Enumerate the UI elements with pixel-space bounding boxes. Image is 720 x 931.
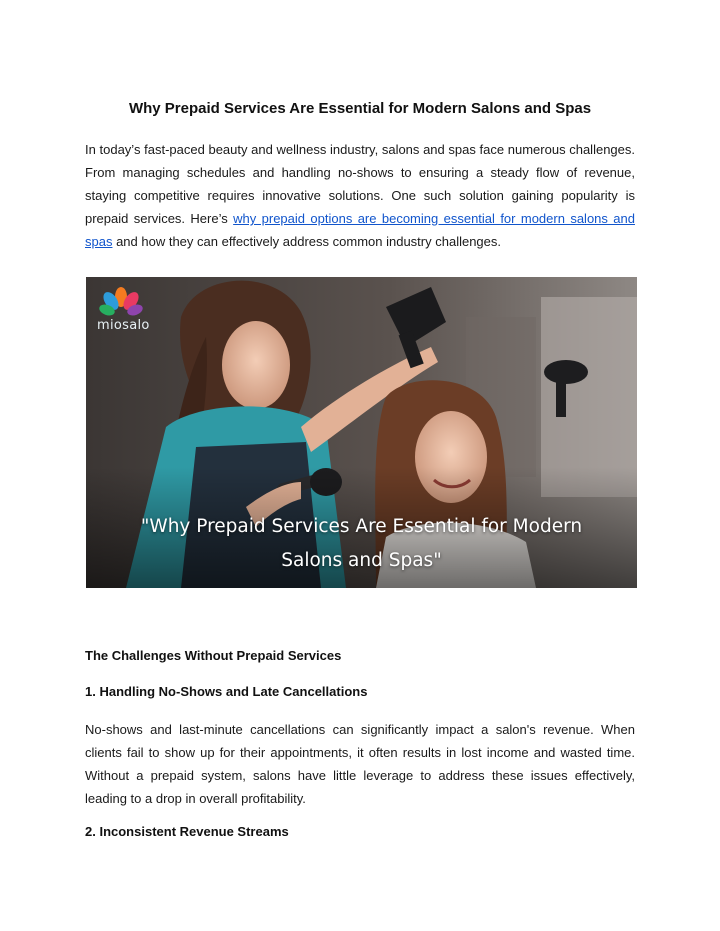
intro-paragraph	[85, 138, 635, 253]
subsection-1-paragraph: No-shows and last-minute cancellations can significantly impact a salon's revenue. When clients fail to show up for their appointments, it often results in lost income and wasted time. Without a prepaid system, salons have little leverage to address these issues effectively, leading to a drop in overall profitability.	[85, 722, 635, 806]
subsection-1-heading: 1. Handling No-Shows and Late Cancellations	[85, 684, 368, 699]
hero-caption-line-1: "Why Prepaid Services Are Essential for Modern	[140, 516, 583, 537]
page-title: Why Prepaid Services Are Essential for Modern Salons and Spas	[128, 100, 592, 117]
hero-caption-line-2: Salons and Spas"	[281, 550, 442, 571]
intro-text-start: In today’s fast-paced beauty and wellness industry, salons and spas face numerous challenges. From managing schedules and handling no-shows to ensuring a steady flow of revenue, staying competitive requires innovative solutions. One such solution gaining popularity is prepaid services. Here’s	[85, 142, 635, 226]
brand-logo-text: miosalo	[97, 318, 150, 333]
hero-caption	[86, 510, 637, 578]
section-heading: The Challenges Without Prepaid Services	[85, 648, 342, 663]
intro-text-end: and how they can effectively address common industry challenges.	[112, 234, 501, 249]
hero-image	[86, 277, 637, 588]
prepaid-options-link[interactable]: why prepaid options are becoming essential for modern salons and spas	[85, 211, 635, 249]
subsection-2-heading: 2. Inconsistent Revenue Streams	[85, 824, 289, 839]
